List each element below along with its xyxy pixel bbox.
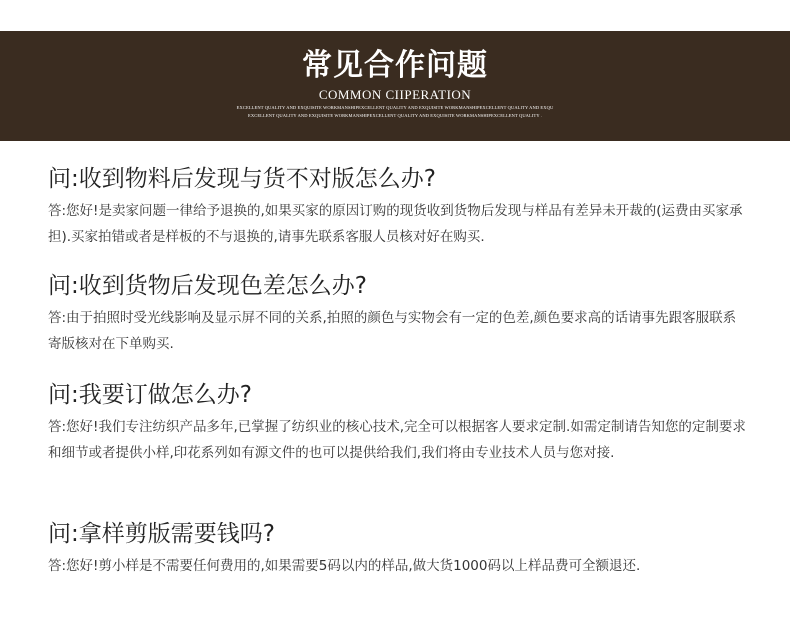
banner-tagline-line-2: EXCELLENT QUALITY AND EXQUISITE WORKMANSHIPEXCELLENT QUALITY AND EXQUISITE WORKMANSHIPEXCELLENT QUALITY . [248, 113, 542, 118]
banner-subtitle: COMMON CIIPERATION [318, 87, 472, 102]
banner-tagline-line-1: EXCELLENT QUALITY AND EXQUISITE WORKMANSHIPEXCELLENT QUALITY AND EXQUISITE WORKMANSHIPEXCELLENT QUALITY AND EXQU [236, 105, 554, 110]
header-banner [0, 31, 790, 141]
banner-title: 常见合作问题 [302, 48, 488, 83]
faq-item [48, 517, 640, 579]
faq-answer: 答:由于拍照时受光线影响及显示屏不同的关系,拍照的颜色与实物会有一定的色差,颜色要求高的话请事先跟客服联系寄版核对在下单购买. [48, 310, 737, 352]
faq-item [48, 162, 748, 250]
faq-question: 问:我要订做怎么办? [48, 382, 252, 408]
faq-question: 问:收到货物后发现色差怎么办? [48, 273, 367, 299]
faq-answer: 答:您好!我们专注纺织产品多年,已掌握了纺织业的核心技术,完全可以根据客人要求定制.如需定制请告知您的定制要求和细节或者提供小样,印花系列如有源文件的也可以提供给我们,我们将由专业技术人员与您对接. [48, 419, 746, 461]
faq-question: 问:收到物料后发现与货不对版怎么办? [48, 166, 436, 192]
faq-answer: 答:您好!是卖家问题一律给予退换的,如果买家的原因订购的现货收到货物后发现与样品有差异未开裁的(运费由买家承担).买家拍错或者是样板的不与退换的,请事先联系客服人员核对好在购买. [48, 203, 743, 245]
faq-question: 问:拿样剪版需要钱吗? [48, 521, 275, 547]
faq-item [48, 269, 748, 357]
faq-answer: 答:您好!剪小样是不需要任何费用的,如果需要5码以内的样品,做大货1000码以上样品费可全额退还. [48, 558, 641, 574]
faq-item [48, 378, 748, 466]
